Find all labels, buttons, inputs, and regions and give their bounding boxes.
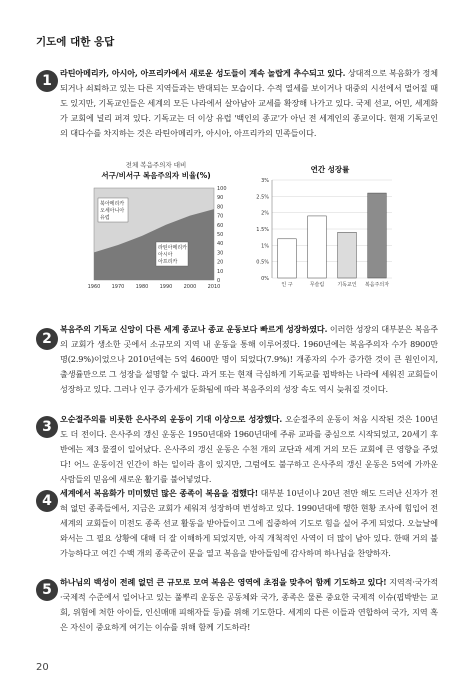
bar-1	[308, 216, 327, 278]
section-5-text	[36, 575, 438, 635]
section-5-body: 지역적·국가적·국제적 수준에서 일어나고 있는 풀뿌리 운동은 공동체와 국가, 종족은 물론 중요한 국제적 이슈(핍박받는 교회, 위험에 처한 아이들, 인신매매 피해자들 등)를 위해 기도한다. 세계의 다른 이들과 연합하여 국가, 지역 혹은 자신이 중요하게 여기는 이슈를 위해 함께 기도하라!	[60, 577, 439, 632]
legend-label-western: 북아메리카	[100, 201, 125, 207]
y-tick-label: 2%	[261, 210, 269, 217]
chart2-title: 연간 성장률	[310, 165, 350, 174]
bar-0	[278, 239, 297, 278]
section-number-1: 1	[36, 70, 58, 92]
section-1-body: 상대적으로 복음화가 정체되거나 쇠퇴하고 있는 다른 지역들과는 반대되는 모습이다. 수적 열세를 보이거나 대중의 시선에서 멀어질 때도 있지만, 기독교인들은 세계의 모든 나라에서 살아남아 교세를 확장해 나가고 있다. 국제 선교, 어민, 세계화가 교회에 널리 퍼져 있다. 기독교는 더 이상 유럽 '백인의 종교'가 아닌 전 세계인의 종교이다. 현재 기독교인의 대다수를 차지하는 것은 라틴아메리카, 아시아, 아프리카의 민족들이다.	[60, 68, 438, 138]
section-3	[36, 412, 438, 487]
x-tick-label: 1990	[159, 284, 173, 290]
x-tick-label: 인 구	[281, 282, 293, 288]
y-tick-label: 0	[217, 278, 221, 284]
y-tick-label: 20	[217, 259, 224, 266]
page-number: 20	[36, 662, 49, 673]
bar-3	[368, 193, 387, 278]
section-2-lead: 복음주의 기독교 신앙이 다른 세계 종교나 종교 운동보다 빠르게 성장하였다.	[60, 324, 328, 334]
y-tick-label: 0%	[261, 276, 269, 282]
x-tick-label: 무슬림	[309, 282, 325, 288]
section-number-2: 2	[36, 328, 58, 350]
y-tick-label: 0.5%	[256, 259, 269, 266]
x-tick-label: 기독교인	[337, 282, 357, 288]
section-3-body: 오순절주의 운동이 처음 시작된 것은 100년도 더 전이다. 은사주의 갱신 운동은 1950년대와 1960년대에 주류 교파를 중심으로 시작되었고, 20세기 후반에는 제3 물결이 일어났다. 은사주의 갱신 운동은 수천 개의 교단과 세계 거의 모든 교회에 큰 영향을 주었다! 어느 운동이건 인간이 하는 일이라 흠이 있지만, 그럼에도 불구하고 은사주의 갱신 운동은 5억에 가까운 사람들의 믿음에 새로운 활기를 불어넣었다.	[60, 414, 438, 484]
y-tick-label: 1.5%	[256, 227, 269, 233]
legend-label-western: 오세아니아	[100, 208, 125, 214]
y-tick-label: 100	[217, 186, 227, 192]
section-4	[36, 486, 438, 561]
legend-label-western: 유럽	[100, 215, 110, 221]
section-5	[36, 575, 438, 635]
chart1-title: 서구/비서구 복음주의자 비율(%)	[101, 171, 211, 180]
y-tick-label: 40	[217, 241, 224, 248]
bar-2	[338, 232, 357, 278]
y-tick-label: 50	[217, 232, 224, 238]
chart1-supertitle: 전체 복음주의자 대비	[125, 161, 187, 169]
y-tick-label: 90	[217, 195, 224, 202]
x-tick-label: 1970	[111, 284, 125, 290]
page-heading: 기도에 대한 응답	[36, 36, 115, 48]
section-4-lead: 세계에서 복음화가 미미했던 많은 종족이 복음을 접했다!	[60, 488, 259, 498]
x-tick-label: 2000	[183, 284, 197, 290]
y-tick-label: 3%	[261, 178, 269, 184]
chart1-plot	[88, 186, 227, 290]
y-tick-label: 10	[217, 268, 224, 275]
section-1-text	[36, 66, 438, 141]
section-number-5: 5	[36, 579, 58, 601]
x-tick-label: 2010	[207, 284, 221, 290]
section-2	[36, 322, 438, 397]
y-tick-label: 70	[217, 213, 224, 220]
section-2-text	[36, 322, 438, 397]
evangelical-ratio-chart	[76, 160, 236, 295]
y-tick-label: 1%	[261, 243, 269, 250]
section-4-text	[36, 486, 438, 561]
x-tick-label: 복음주의자	[364, 282, 390, 288]
y-tick-label: 30	[217, 250, 224, 257]
x-tick-label: 1980	[135, 284, 149, 290]
section-1-lead: 라틴아메리카, 아시아, 아프리카에서 새로운 성도들이 계속 놀랍게 추수되고 있다.	[60, 68, 346, 78]
section-3-text	[36, 412, 438, 487]
y-tick-label: 60	[217, 222, 224, 229]
x-tick-label: 1960	[87, 284, 101, 290]
y-tick-label: 2.5%	[256, 194, 269, 201]
y-tick-label: 80	[217, 204, 224, 211]
chart2-plot	[256, 178, 392, 288]
section-1	[36, 66, 438, 141]
section-3-lead: 오순절주의를 비롯한 은사주의 운동이 기대 이상으로 성장했다.	[60, 414, 283, 424]
section-number-4: 4	[36, 490, 58, 512]
section-number-3: 3	[36, 416, 58, 438]
section-5-lead: 하나님의 백성이 전례 없던 큰 규모로 모여 복음은 영역에 초점을 맞추어 함께 기도하고 있다!	[60, 577, 387, 587]
legend-label-nonwestern: 라틴아메리카	[158, 245, 187, 251]
section-4-body: 대부분 10년이나 20년 전만 해도 드러난 신자가 전혀 없던 종족들에서, 지금은 교회가 세워져 성장하며 번성하고 있다. 1990년대에 행한 현황 조사에 힘입어 전 세계의 교회들이 미전도 종족 선교 활동을 받아들이고 그에 집중하여 기도로 힘을 실어 주게 되었다. 오늘날에 와서는 그 필요 상황에 대해 더 잘 이해하게 되었지만, 아직 개척적인 사역이 더 많이 남아 있다. 한때 거의 불가능하다고 여긴 수백 개의 종족군이 문을 열고 복음을 받아들임에 감사하며 하나님을 찬양하자.	[60, 488, 438, 558]
section-2-body: 이러한 성장의 대부분은 복음주의 교회가 생소한 곳에서 소규모의 지역 내 운동을 통해 이루어졌다. 1960년에는 복음주의자 수가 8900만 명(2.9%)이었으나 2010년에는 5억 4600만 명이 되었다(7.9%)! 개종자의 수가 증가한 것이 큰 원인이지, 출생률만으로 그 성장을 설명할 수 없다. 과거 또는 현재 극심하게 기독교를 핍박하는 나라에 세워진 교회들이 성장하고 있다. 그러나 인구 증가세가 둔화됨에 따라 복음주의의 성장 속도 역시 늦춰질 것이다.	[60, 324, 438, 394]
annual-growth-chart	[250, 160, 400, 295]
legend-label-nonwestern: 아시아	[158, 252, 173, 258]
legend-label-nonwestern: 아프리카	[158, 259, 178, 265]
